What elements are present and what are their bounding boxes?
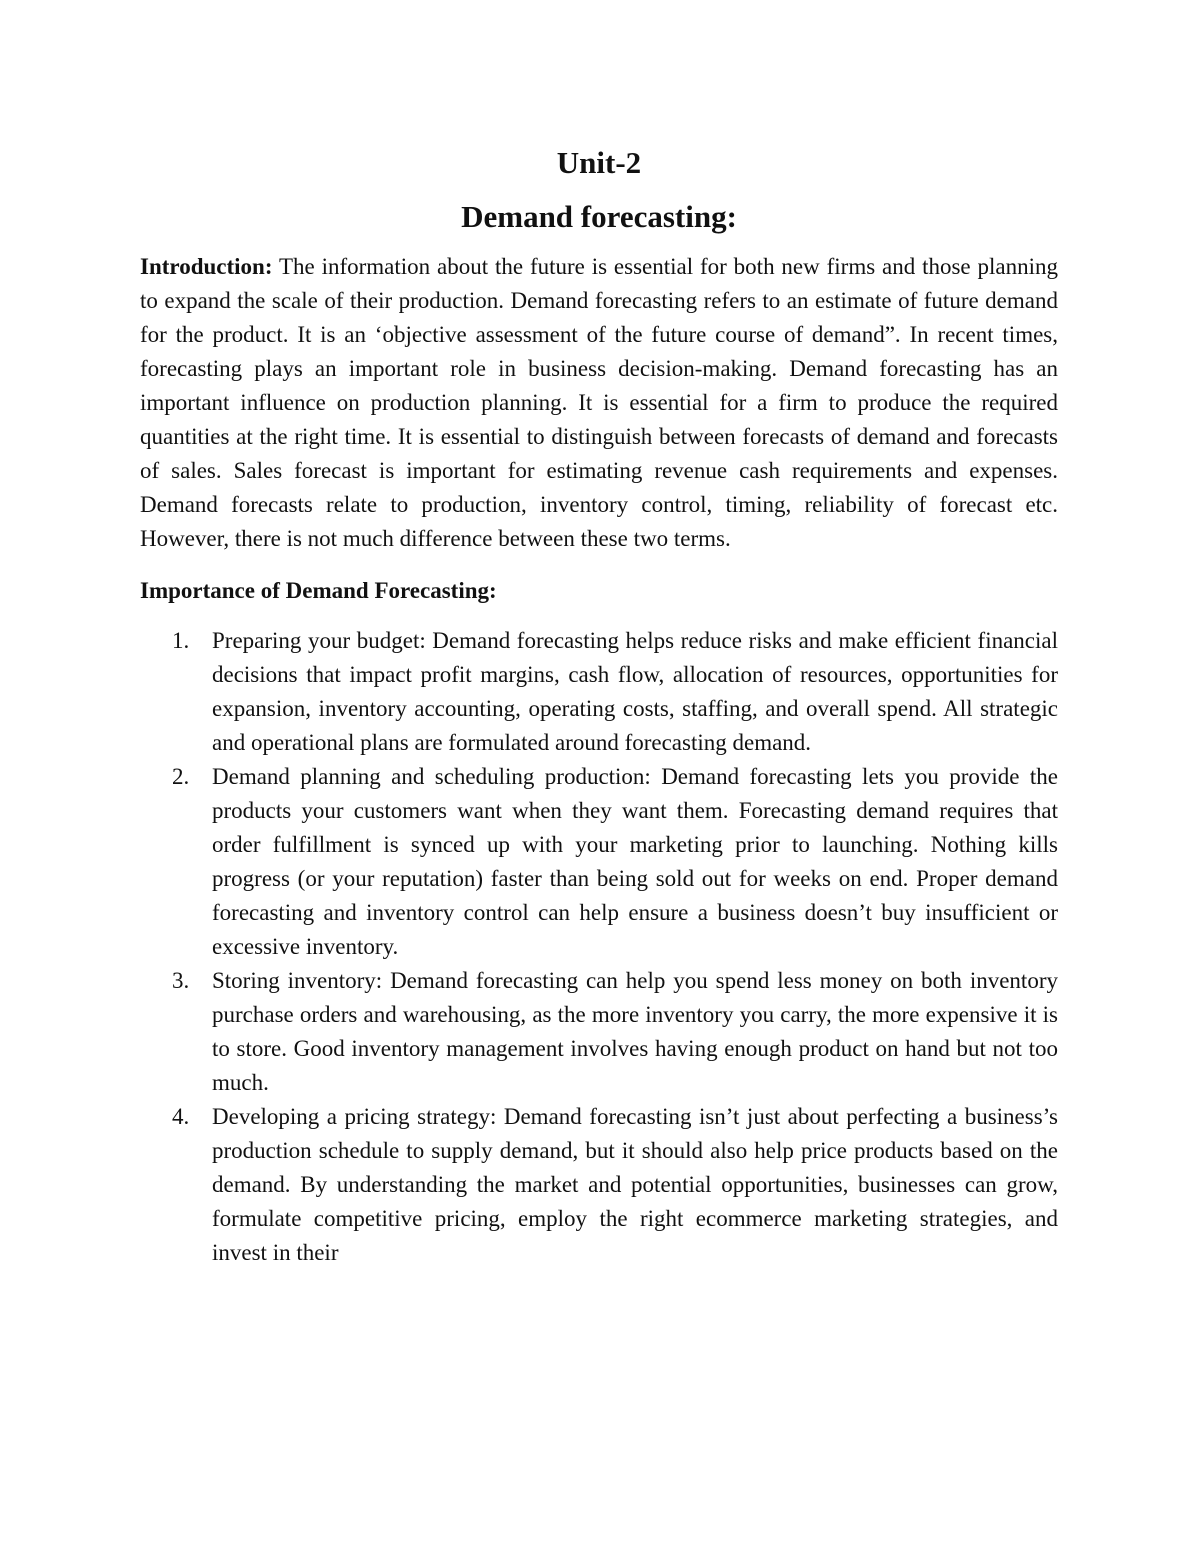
- importance-heading: Importance of Demand Forecasting:: [140, 578, 497, 603]
- introduction-text: The information about the future is essential for both new firms and those planning to expand the scale of their production. Demand forecasting refers to an estimate of future demand for the product. It is an ‘objective assessment of the future course of demand”. In recent times, forecasting plays an important role in business decision-making. Demand forecasting has an important influence on production planning. It is essential for a firm to produce the required quantities at the right time. It is essential to distinguish between forecasts of demand and forecasts of sales. Sales forecast is important for estimating revenue cash requirements and expenses. Demand forecasts relate to production, inventory control, timing, reliability of forecast etc. However, there is not much difference between these two terms.: [140, 254, 1058, 551]
- introduction-paragraph: [140, 250, 1058, 556]
- list-item-text: Demand planning and scheduling production: Demand forecasting lets you provide the products your customers want when they want them. Forecasting demand requires that order fulfillment is synced up with your marketing prior to launching. Nothing kills progress (or your reputation) faster than being sold out for weeks on end. Proper demand forecasting and inventory control can help ensure a business doesn’t buy insufficient or excessive inventory.: [212, 764, 1058, 959]
- list-item-number: 1.: [172, 628, 190, 653]
- importance-list: [140, 624, 1058, 1270]
- list-item-number: 2.: [172, 764, 190, 789]
- unit-title: Unit-2: [556, 145, 642, 180]
- document-page: [140, 138, 1058, 1270]
- list-item-text: Developing a pricing strategy: Demand forecasting isn’t just about perfecting a business’s production schedule to supply demand, but it should also help price products based on the demand. By understanding the market and potential opportunities, businesses can grow, formulate competitive pricing, employ the right ecommerce marketing strategies, and invest in their: [212, 1104, 1058, 1265]
- list-item: [140, 964, 1058, 1100]
- introduction-label: Introduction:: [140, 254, 273, 279]
- list-item-number: 3.: [172, 968, 190, 993]
- list-item-number: 4.: [172, 1104, 190, 1129]
- list-item-text: Storing inventory: Demand forecasting can help you spend less money on both inventory purchase orders and warehousing, as the more inventory you carry, the more expensive it is to store. Good inventory management involves having enough product on hand but not too much.: [212, 968, 1058, 1095]
- list-item: [140, 760, 1058, 964]
- list-item: [140, 1100, 1058, 1270]
- document-title: Demand forecasting:: [461, 199, 737, 234]
- list-item-text: Preparing your budget: Demand forecasting helps reduce risks and make efficient financial decisions that impact profit margins, cash flow, allocation of resources, opportunities for expansion, inventory accounting, operating costs, staffing, and overall spend. All strategic and operational plans are formulated around forecasting demand.: [212, 628, 1058, 755]
- list-item: [140, 624, 1058, 760]
